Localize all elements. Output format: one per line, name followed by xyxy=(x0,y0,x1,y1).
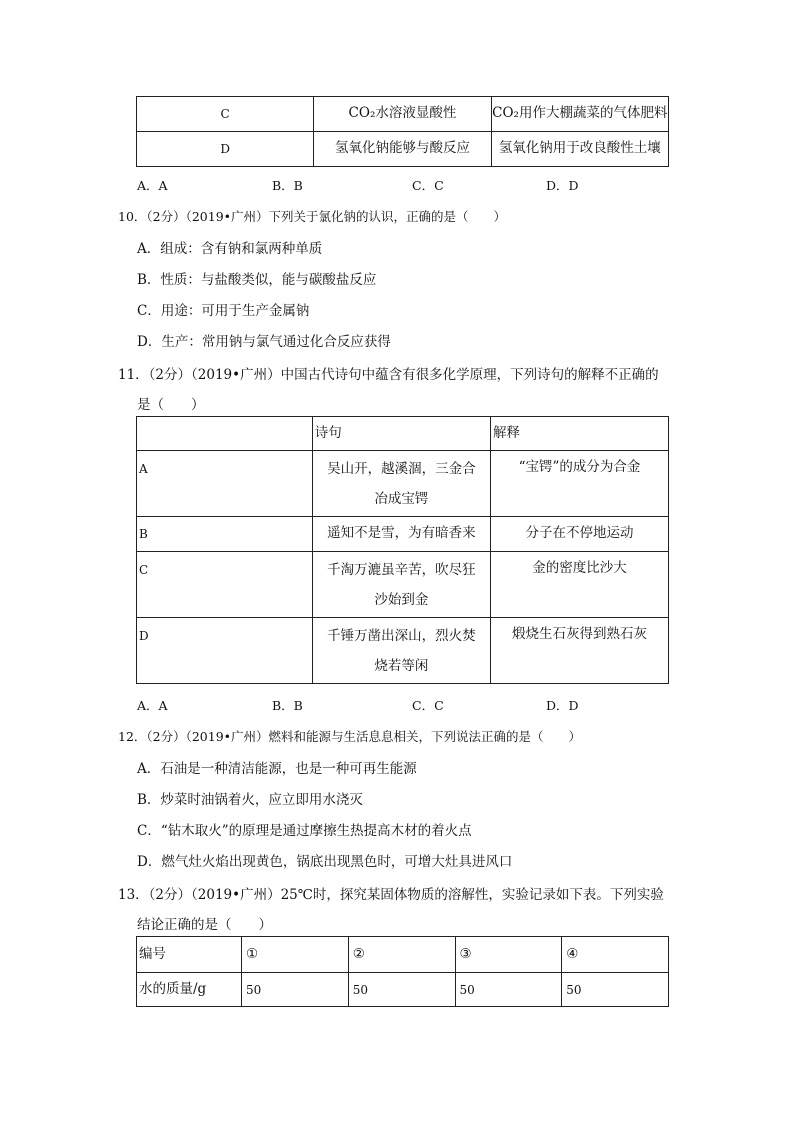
table-header-col2: ② xyxy=(348,937,455,973)
table-cell-label: C xyxy=(137,97,314,132)
table-cell-property: 氢氧化钠能够与酸反应 xyxy=(314,132,491,167)
q12-option-c[interactable]: C．“钻木取火”的原理是通过摩擦生热提高木材的着火点 xyxy=(137,823,472,839)
table-header-col3: ③ xyxy=(455,937,562,973)
table-cell-poem: 吴山开，越溪涸，三金合冶成宝锷 xyxy=(312,451,490,517)
q12-stem: 12．（2分）（2019•广州）燃料和能源与生活息息相关，下列说法正确的是（ ） xyxy=(118,729,582,744)
choice-b[interactable]: B．B xyxy=(272,178,303,193)
table-cell-poem: 千锤万凿出深山，烈火焚烧若等闲 xyxy=(312,618,490,684)
choice-a[interactable]: A．A xyxy=(137,178,168,193)
q10-option-b[interactable]: B．性质：与盐酸类似，能与碳酸盐反应 xyxy=(137,272,377,288)
table-header-col1: ① xyxy=(242,937,349,973)
choice-a[interactable]: A．A xyxy=(137,698,168,713)
q11-stem-line1: 11．（2分）（2019•广州）中国古代诗句中蕴含有很多化学原理，下列诗句的解释不正确的 xyxy=(118,367,659,383)
q12-option-d[interactable]: D．燃气灶火焰出现黄色，锅底出现黑色时，可增大灶具进风口 xyxy=(137,854,513,870)
table-header-poem: 诗句 xyxy=(312,417,490,451)
q11-table xyxy=(136,416,669,684)
table-cell-property: CO₂水溶液显酸性 xyxy=(314,97,491,132)
table-cell-label: D xyxy=(137,618,313,684)
table-cell-use: CO₂用作大棚蔬菜的气体肥料 xyxy=(491,97,668,132)
table-header-id: 编号 xyxy=(137,937,242,973)
q13-stem-line2: 结论正确的是（ ） xyxy=(137,917,272,933)
table-cell-explain: “宝锷”的成分为合金 xyxy=(490,451,668,517)
table-cell-value: 50 xyxy=(455,973,562,1007)
choice-d[interactable]: D．D xyxy=(546,178,579,193)
table-cell-explain: 煅烧生石灰得到熟石灰 xyxy=(490,618,668,684)
table-header-empty xyxy=(137,417,313,451)
table-cell-explain: 金的密度比沙大 xyxy=(490,552,668,618)
choice-d[interactable]: D．D xyxy=(546,698,579,713)
q13-stem-line1: 13．（2分）（2019•广州）25℃时，探究某固体物质的溶解性，实验记录如下表。下列实验 xyxy=(118,887,664,903)
q10-stem: 10．（2分）（2019•广州）下列关于氯化钠的认识，正确的是（ ） xyxy=(118,209,507,224)
q13-table xyxy=(136,936,669,1007)
table-cell-use: 氢氧化钠用于改良酸性土壤 xyxy=(491,132,668,167)
q10-option-a[interactable]: A．组成：含有钠和氯两种单质 xyxy=(137,241,323,257)
q12-option-b[interactable]: B．炒菜时油锅着火，应立即用水浇灭 xyxy=(137,792,363,808)
table-cell-value: 50 xyxy=(562,973,669,1007)
q10-option-c[interactable]: C．用途：可用于生产金属钠 xyxy=(137,303,310,319)
table-cell-value: 50 xyxy=(242,973,349,1007)
choice-b[interactable]: B．B xyxy=(272,698,303,713)
q10-option-d[interactable]: D．生产：常用钠与氯气通过化合反应获得 xyxy=(137,334,391,350)
table-row-label: 水的质量/g xyxy=(137,973,242,1007)
table-cell-label: D xyxy=(137,132,314,167)
table-cell-label: B xyxy=(137,517,313,552)
table-header-col4: ④ xyxy=(562,937,669,973)
table-cell-poem: 千淘万漉虽辛苦，吹尽狂沙始到金 xyxy=(312,552,490,618)
table-cell-value: 50 xyxy=(348,973,455,1007)
table-cell-explain: 分子在不停地运动 xyxy=(490,517,668,552)
table-cell-label: A xyxy=(137,451,313,517)
table-header-explain: 解释 xyxy=(490,417,668,451)
table-cell-label: C xyxy=(137,552,313,618)
q11-stem-line2: 是（ ） xyxy=(137,397,205,413)
q12-option-a[interactable]: A．石油是一种清洁能源，也是一种可再生能源 xyxy=(137,761,417,777)
q9-table-continued xyxy=(136,96,669,167)
table-cell-poem: 遥知不是雪，为有暗香来 xyxy=(312,517,490,552)
choice-c[interactable]: C．C xyxy=(412,698,444,713)
choice-c[interactable]: C．C xyxy=(412,178,444,193)
